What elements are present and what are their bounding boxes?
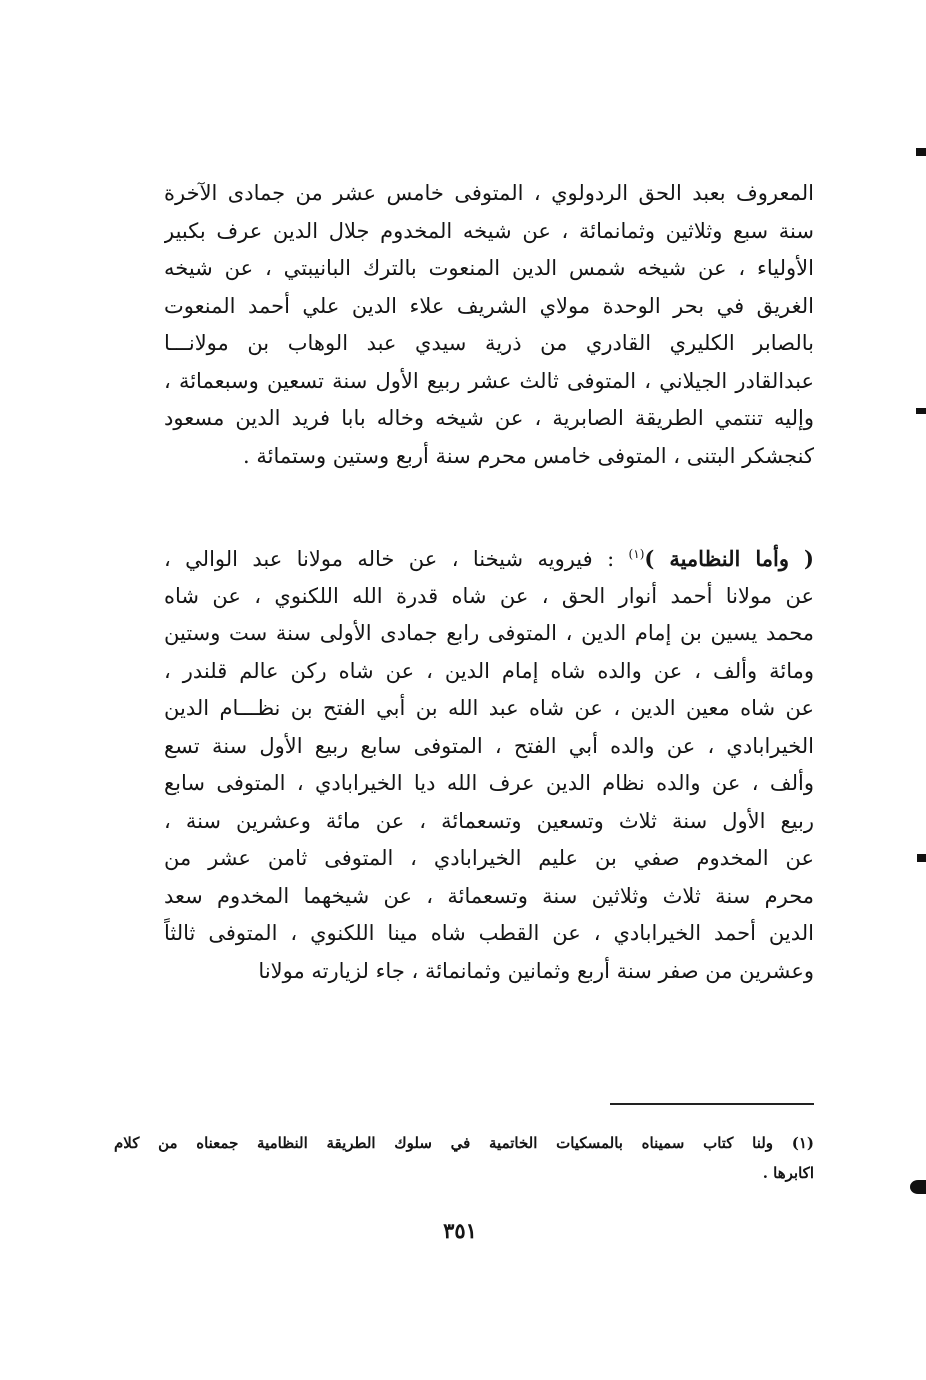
- scan-edge-mark: [917, 854, 926, 862]
- text-line: وعشرين من صفر سنة أربع وثمانين وثمانمائة ، جاء لزيارته مولانا: [258, 958, 814, 983]
- section-heading: ( وأما النظامية ): [644, 546, 814, 571]
- footnote-line: اكابرها .: [762, 1164, 814, 1182]
- text-line: وألف ، عن والده نظام الدين عرف الله ديا الخيرابادي ، المتوفى سابع: [164, 771, 814, 795]
- text-line: عن مولانا أحمد أنوار الحق ، عن شاه قدرة الله اللكنوي ، عن شاه: [164, 583, 814, 608]
- text-line: عبدالقادر الجيلاني ، المتوفى ثالث عشر ربيع الأول سنة تسعين وسبعمائة ،: [164, 368, 814, 393]
- footnote-separator: [610, 1103, 814, 1105]
- text-line: ربيع الأول سنة ثلاث وتسعين وتسعمائة ، عن مائة وعشرين سنة ،: [164, 808, 814, 833]
- text-line: المعروف بعبد الحق الردولوي ، المتوفى خامس عشر من جمادى الآخرة: [164, 181, 814, 205]
- paragraph-1: [164, 175, 814, 475]
- text-line: سنة سبع وثلاثين وثمانمائة ، عن شيخه المخدوم جلال الدين عرف بكبير: [164, 218, 814, 243]
- text-line: محرم سنة ثلاث وثلاثين سنة وتسعمائة ، عن شيخهما المخدوم سعد: [164, 883, 814, 908]
- scan-edge-mark: [916, 408, 926, 414]
- text-line: الخيرابادي ، عن والده أبي الفتح ، المتوفى سابع ربيع الأول سنة تسع: [164, 733, 814, 758]
- footnote: [114, 1128, 814, 1188]
- text-line-rest: : فيرويه شيخنا ، عن خاله مولانا عبد الوالي ،: [164, 547, 629, 571]
- scan-edge-mark: [910, 1180, 926, 1194]
- text-line: عن المخدوم صفي بن عليم الخيرابادي ، المتوفى ثامن عشر من: [164, 846, 814, 870]
- text-line: الدين أحمد الخيرابادي ، عن القطب شاه مينا اللكنوي ، المتوفى ثالثاً: [164, 921, 814, 945]
- footnote-reference: (١): [628, 547, 645, 561]
- text-line: وإليه تنتمي الطريقة الصابرية ، عن شيخه وخاله بابا فريد الدين مسعود: [164, 406, 814, 430]
- text-line: ومائة وألف ، عن والده شاه إمام الدين ، عن شاه ركن عالم قلندر ،: [164, 658, 814, 683]
- text-line: محمد يسين بن إمام الدين ، المتوفى رابع جمادى الأولى سنة ست وستين: [164, 621, 814, 645]
- text-line: عن شاه معين الدين ، عن شاه عبد الله بن أبي الفتح بن نظـــام الدين: [164, 696, 814, 720]
- text-line: الأولياء ، عن شيخه شمس الدين المنعوت بالترك البانيبتي ، عن شيخه: [164, 256, 814, 280]
- paragraph-2: [164, 540, 814, 990]
- text-line: كنجشكر البتنى ، المتوفى خامس محرم سنة أربع وستين وستمائة .: [243, 443, 814, 468]
- text-line: بالصابر الكليري القادري من ذرية سيدي عبد الوهاب بن مولانـــا: [164, 331, 814, 355]
- text-line: الغريق في بحر الوحدة مولاي الشريف علاء الدين علي أحمد المنعوت: [164, 293, 814, 318]
- scan-edge-mark: [916, 148, 926, 156]
- footnote-line: (١) ولنا كتاب سميناه بالمسكيات الخاتمية في سلوك الطريقة النظامية جمعناه من كلام: [114, 1134, 814, 1152]
- paragraph-2-first-line: [164, 540, 814, 578]
- page-number: ٣٥١: [443, 1218, 477, 1243]
